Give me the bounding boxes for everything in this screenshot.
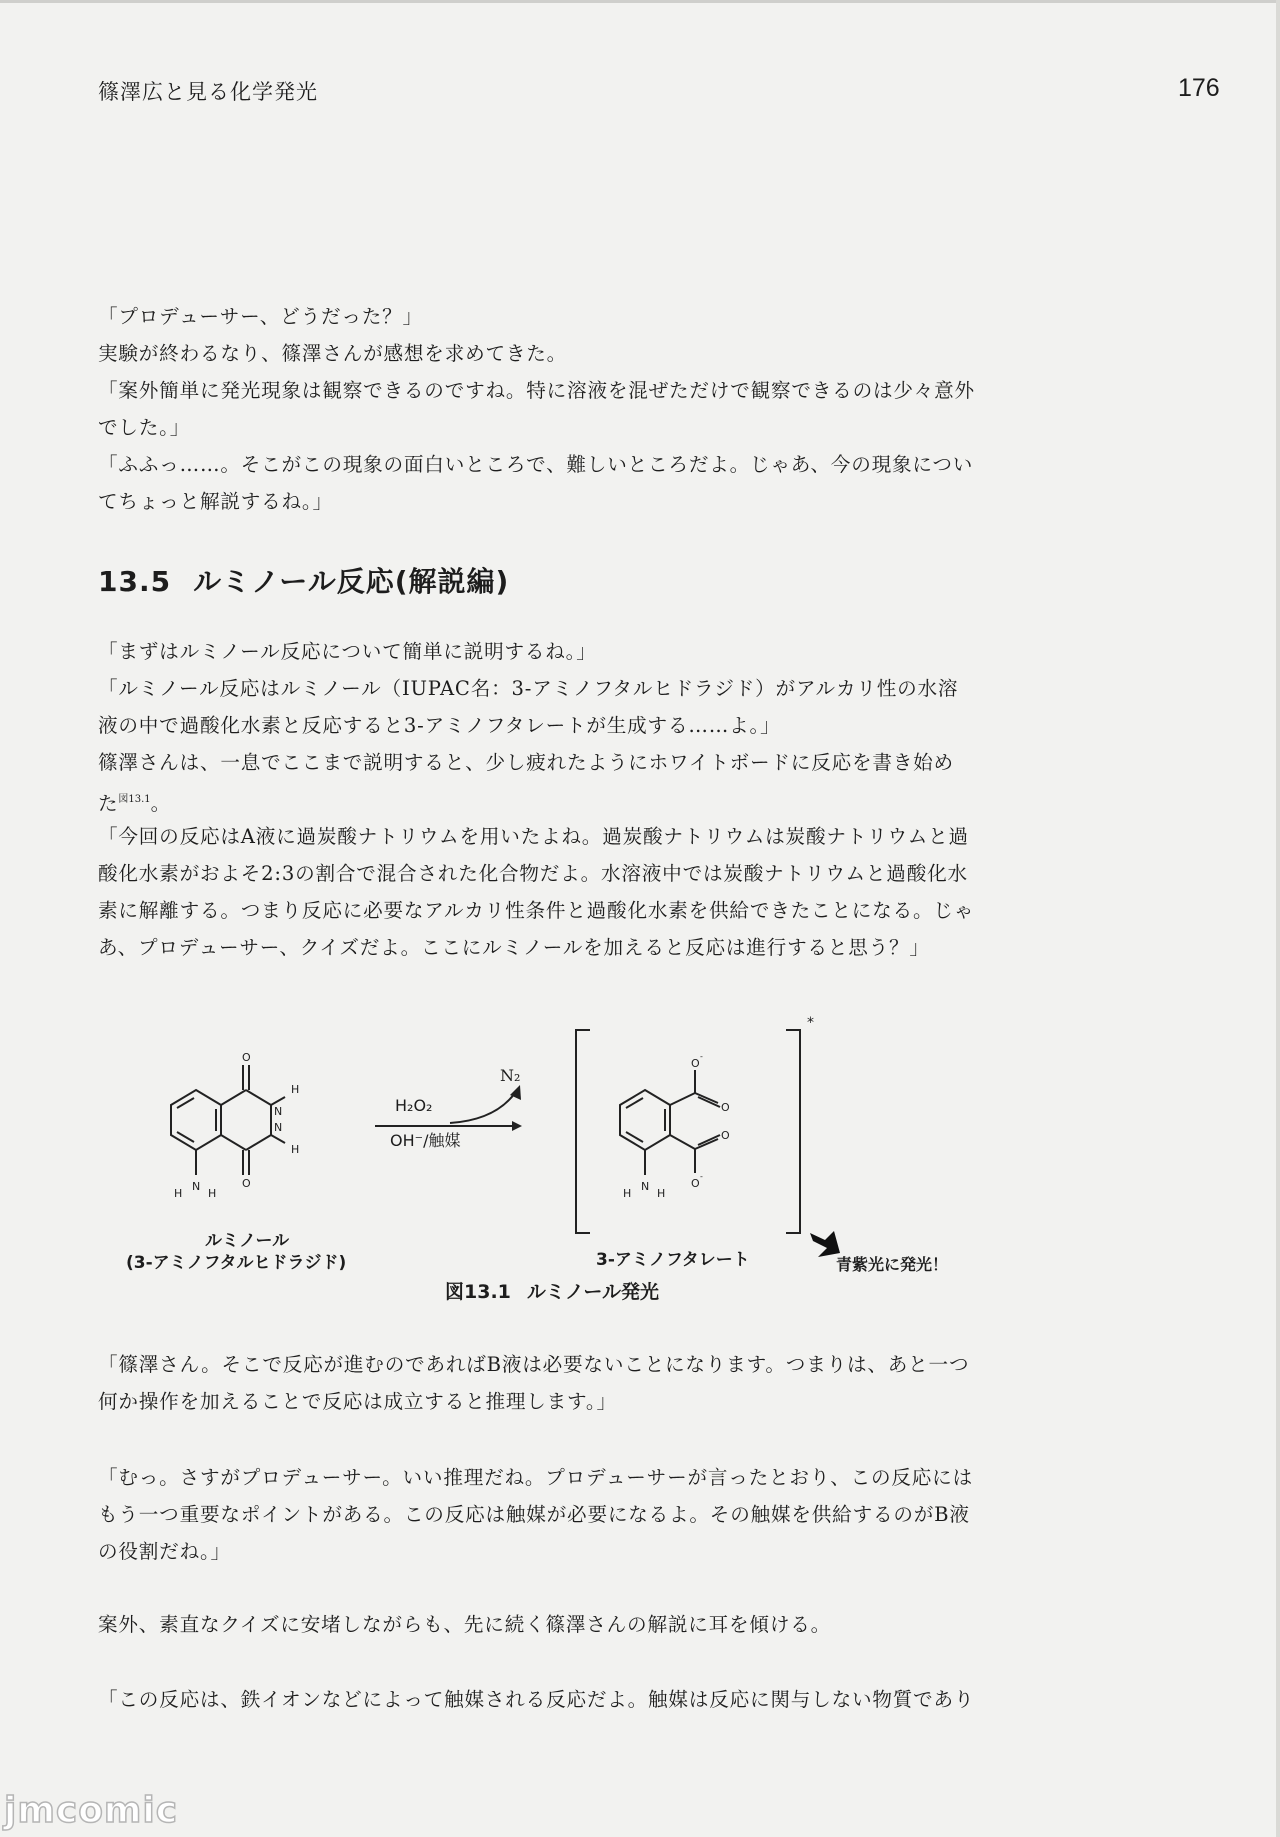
body-paragraph-4 (98, 1459, 1028, 1570)
svg-text:H: H (623, 1187, 632, 1200)
svg-text:H: H (208, 1187, 217, 1200)
reagent-h2o2-label: H₂O₂ (395, 1096, 433, 1115)
luminol-atom-labels (174, 1051, 299, 1200)
body-paragraph-3 (98, 1346, 1028, 1420)
text-line: 「篠澤さん。そこで反応が進むのであればB液は必要ないことになります。つまりは、あと一つ (98, 1353, 970, 1376)
aminophthalate-atom-labels (623, 1052, 730, 1200)
figure-luminol-reaction (126, 1015, 1000, 1305)
figure-caption (445, 1277, 659, 1304)
svg-text:O: O (242, 1051, 251, 1064)
section-title: ルミノール反応(解説編) (193, 565, 510, 598)
emission-note: 青紫光に発光！ (836, 1255, 949, 1274)
text: た (98, 792, 119, 815)
page-right-edge (1276, 0, 1280, 1837)
text-line: 酸化水素がおよそ2:3の割合で混合された化合物だよ。水溶液中では炭酸ナトリウムと過酸化水 (98, 862, 968, 885)
caption-title: ルミノール発光 (526, 1281, 659, 1303)
excited-state-mark: * (807, 1015, 814, 1031)
bracket-right (786, 1030, 800, 1233)
section-heading (98, 560, 509, 600)
section-number: 13.5 (98, 565, 172, 598)
text-line: 「プロデューサー、どうだった？」 (98, 305, 423, 328)
svg-text:H: H (291, 1083, 300, 1096)
text-line: あ、プロデューサー、クイズだよ。ここにルミノールを加えると反応は進行すると思う？」 (98, 936, 930, 959)
text-line: 何か操作を加えることで反応は成立すると推理します。」 (98, 1390, 617, 1413)
figure-reference: 図13.1 (118, 794, 151, 805)
text-line: 素に解離する。つまり反応に必要なアルカリ性条件と過酸化水素を供給できたことになる。じゃ (98, 899, 975, 922)
svg-text:-: - (700, 1052, 703, 1061)
watermark-logo: jmcomic (4, 1790, 179, 1831)
svg-text:O: O (691, 1057, 700, 1070)
body-paragraphs-1 (98, 633, 1028, 966)
text-line: 「今回の反応はA液に過炭酸ナトリウムを用いたよね。過炭酸ナトリウムは炭酸ナトリウムと過 (98, 825, 969, 848)
aminophthalate-name: 3-アミノフタレート (596, 1250, 750, 1270)
svg-text:-: - (700, 1172, 703, 1181)
text-line: 「ルミノール反応はルミノール（IUPAC名：3-アミノフタルヒドラジド）がアルカリ性の水溶 (98, 677, 959, 700)
svg-text:N: N (641, 1180, 650, 1193)
text-line: 実験が終わるなり、篠澤さんが感想を求めてきた。 (98, 342, 568, 365)
svg-text:N: N (274, 1121, 283, 1134)
page-number: 176 (1178, 74, 1220, 102)
svg-text:H: H (174, 1187, 183, 1200)
svg-text:O: O (691, 1177, 700, 1190)
luminol-name: ルミノール (205, 1231, 290, 1251)
text-line: 「この反応は、鉄イオンなどによって触媒される反応だよ。触媒は反応に関与しない物質であり (98, 1688, 975, 1711)
text-line: 「ふふっ……。そこがこの現象の面白いところで、難しいところだよ。じゃあ、今の現象につい (98, 453, 974, 476)
text-line: てちょっと解説するね。」 (98, 490, 333, 513)
text-line: 「案外簡単に発光現象は観察できるのですね。特に溶液を混ぜただけで観察できるのは少々意外 (98, 379, 975, 402)
aminophthalate-structure (620, 1070, 720, 1175)
svg-text:O: O (721, 1101, 730, 1114)
luminol-structure (171, 1065, 285, 1175)
body-paragraph-5 (98, 1606, 1028, 1643)
bracket-left (576, 1030, 590, 1233)
text-line-with-ref (98, 781, 1028, 818)
text: 。 (150, 792, 172, 815)
luminol-iupac-name: (3-アミノフタルヒドラジド) (126, 1253, 347, 1273)
text-line: 液の中で過酸化水素と反応すると3-アミノフタレートが生成する……よ。」 (98, 714, 781, 737)
text-line: の役割だね。」 (98, 1540, 231, 1563)
text-line: 「むっ。さすがプロデューサー。いい推理だね。プロデューサーが言ったとおり、この反応には (98, 1466, 973, 1489)
page-top-rule (0, 0, 1280, 3)
intro-paragraphs (98, 298, 1028, 520)
text-line: もう一つ重要なポイントがある。この反応は触媒が必要になるよ。その触媒を供給するのがB液 (98, 1503, 970, 1526)
running-header: 篠澤広と見る化学発光 (98, 80, 318, 104)
reagent-catalyst-label: OH⁻/触媒 (390, 1131, 461, 1150)
text-line: でした。」 (98, 416, 191, 439)
svg-text:O: O (242, 1177, 251, 1190)
svg-text:H: H (657, 1187, 666, 1200)
nitrogen-byproduct-label: N₂ (500, 1066, 521, 1085)
svg-text:O: O (721, 1129, 730, 1142)
svg-text:H: H (291, 1143, 300, 1156)
text-line: 「まずはルミノール反応について簡単に説明するね。」 (98, 640, 597, 663)
text-line: 案外、素直なクイズに安堵しながらも、先に続く篠澤さんの解説に耳を傾ける。 (98, 1613, 831, 1636)
svg-text:N: N (192, 1180, 201, 1193)
body-paragraph-6 (98, 1681, 1028, 1718)
svg-text:N: N (274, 1105, 283, 1118)
text-line: 篠澤さんは、一息でここまで説明すると、少し疲れたようにホワイトボードに反応を書き始め (98, 751, 954, 774)
caption-number: 図13.1 (445, 1281, 511, 1303)
